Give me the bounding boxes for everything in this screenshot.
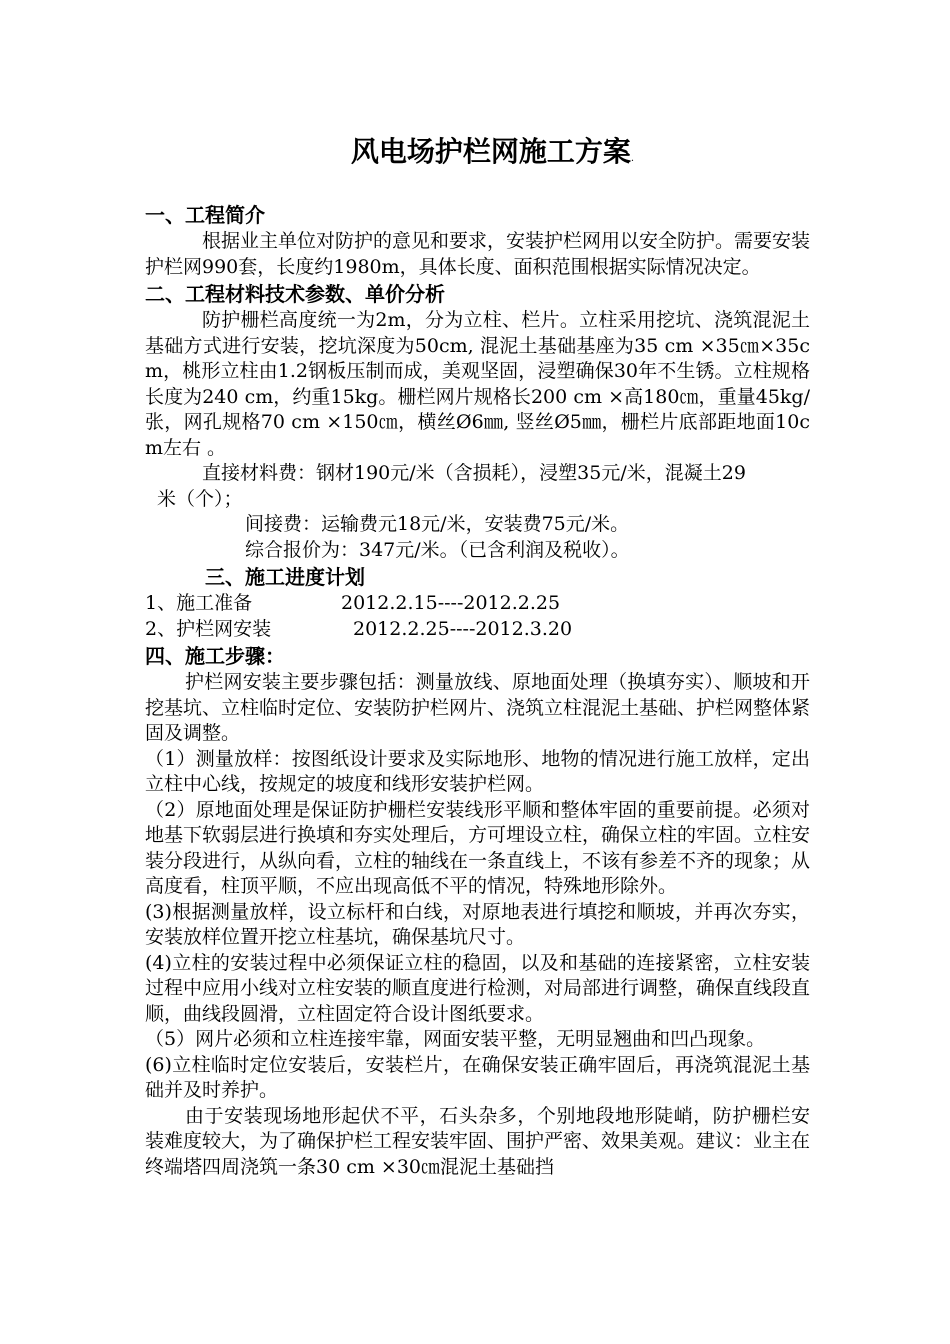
- section2-heading: 二、工程材料技术参数、单价分析: [145, 282, 445, 306]
- schedule-label: 1、施工准备: [145, 592, 253, 614]
- step-item: （2）原地面处理是保证防护栅栏安装线形平顺和整体牢固的重要前提。必须对地基下软弱层进行换填和夯实处理后，方可埋设立柱，确保立柱的牢固。立柱安装分段进行，从纵向看，立柱的轴线在一条直线上，不该有参差不齐的现象；从高度看，柱顶平顺，不应出现高低不平的情况，特殊地形除外。: [145, 798, 811, 897]
- section4-intro: 护栏网安装主要步骤包括：测量放线、原地面处理（换填夯实）、顺坡和开挖基坑、立柱临时定位、安装防护栏网片、浇筑立柱混泥土基础、护栏网整体紧固及调整。: [145, 671, 811, 744]
- title-text: 风电场护栏网施工方案: [350, 135, 631, 168]
- schedule-row: [145, 591, 810, 617]
- direct-cost: 直接材料费：钢材190元/米（含损耗），浸塑35元/米，混凝土29: [202, 462, 746, 484]
- section4-heading: 四、施工步骤：: [145, 644, 285, 668]
- schedule-label: 2、护栏网安装: [145, 617, 272, 640]
- step-item: (4)立柱的安装过程中必须保证立柱的稳固，以及和基础的连接紧密，立柱安装过程中应用小线对立柱安装的顺直度进行检测，对局部进行调整，确保直线段直顺，曲线段圆滑，立柱固定符合设计图纸要求。: [145, 951, 811, 1025]
- document-title: [145, 132, 810, 179]
- title-mark: .: [630, 153, 635, 164]
- step-item: （5）网片必须和立柱连接牢靠，网面安装平整，无明显翘曲和凹凸现象。: [145, 1028, 766, 1050]
- indirect-cost: 间接费：运输费元18元/米，安装费75元/米。: [245, 513, 630, 535]
- closing-paragraph: 由于安装现场地形起伏不平，石头杂多，个别地段地形陡峭，防护栅栏安装难度较大，为了确保护栏工程安装牢固、围护严密、效果美观。建议：业主在终端塔四周浇筑一条30 cm ×30㎝混泥土基础挡: [145, 1104, 811, 1178]
- schedule-dates: 2012.2.25----2012.3.20: [353, 617, 573, 640]
- step-item: (6)立柱临时定位安装后，安装栏片，在确保安装正确牢固后，再浇筑混泥土基础并及时养护。: [145, 1053, 810, 1101]
- section1-paragraph: 根据业主单位对防护的意见和要求，安装护栏网用以安全防护。需要安装护栏网990套，长度约1980m，具体长度、面积范围根据实际情况决定。: [145, 230, 811, 278]
- step-item: (3)根据测量放样，设立标杆和白线，对原地表进行填挖和顺坡，并再次夯实，安装放样位置开挖立柱基坑，确保基坑尺寸。: [145, 900, 810, 948]
- step-item: （1）测量放样：按图纸设计要求及实际地形、地物的情况进行施工放样，定出立柱中心线，按规定的坡度和线形安装护栏网。: [145, 747, 810, 795]
- total-price: 综合报价为：347元/米。（已含利润及税收）。: [245, 538, 630, 561]
- schedule-row: [145, 617, 810, 643]
- section1-heading: 一、工程简介: [145, 203, 265, 227]
- section2-paragraph: 防护栅栏高度统一为2m，分为立柱、栏片。立柱采用挖坑、浇筑混泥土基础方式进行安装，挖坑深度为50cm, 混泥土基础基座为35 cm ×35㎝×35cm，桃形立柱由1.2钢板压制而成，美观坚固，浸塑确保30年不生锈。立柱规格长度为240 cm，约重15kg。栅栏网片规格长200 cm ×高180㎝，重量45kg/张，网孔规格70 cm ×150㎝，横丝Ø6㎜, 竖丝Ø5㎜，栅栏片底部距地面10cm左右 。: [145, 309, 810, 459]
- document-body: [145, 132, 810, 1180]
- direct-cost-cont: 米（个）；: [157, 487, 243, 510]
- schedule-dates: 2012.2.15----2012.2.25: [341, 592, 561, 614]
- section3-heading: 三、施工进度计划: [205, 565, 365, 589]
